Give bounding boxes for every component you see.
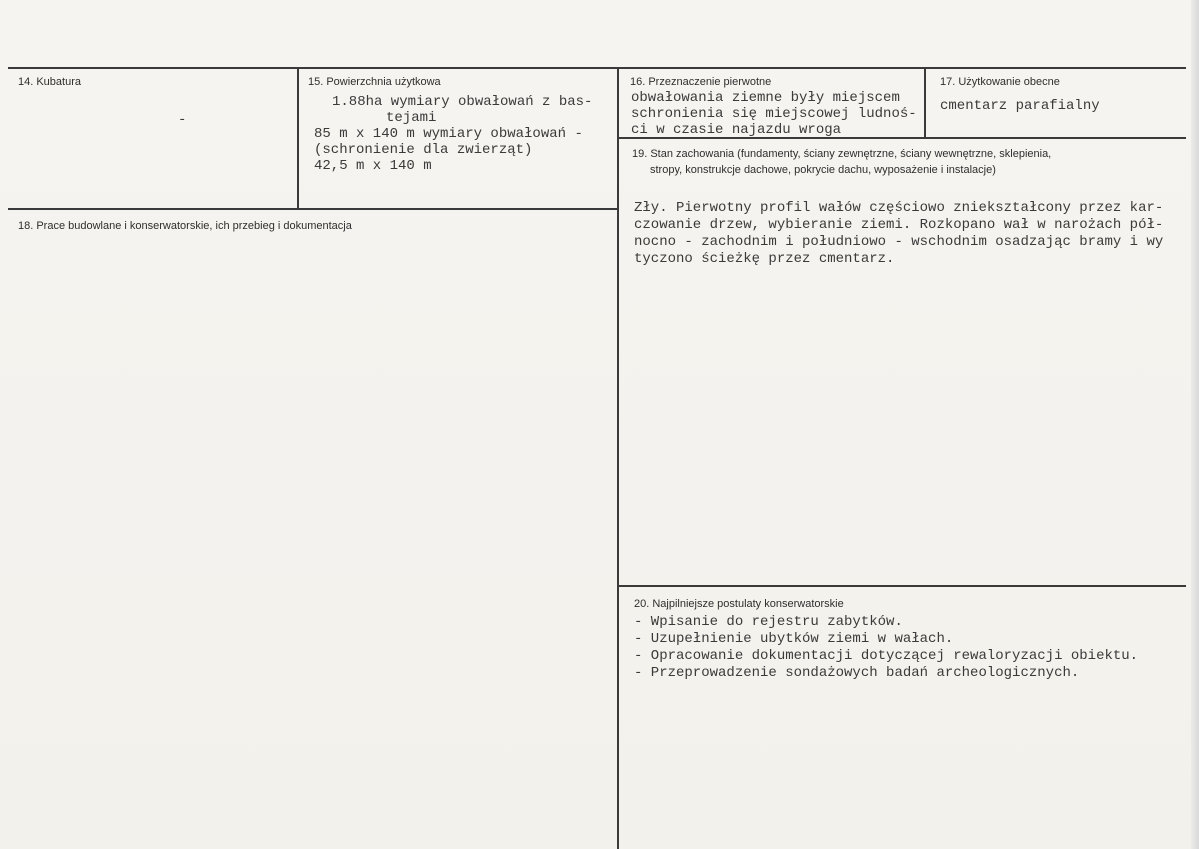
field-19-line: nocno - zachodnim i południowo - wschodnim osadzając bramy i wy [634,234,1164,250]
field-20-line: - Opracowanie dokumentacji dotyczącej rewaloryzacji obiektu. [634,648,1139,664]
field-15-line: 85 m x 140 m wymiary obwałowań - [314,126,583,142]
field-16-value [631,90,923,136]
field-20-line: - Przeprowadzenie sondażowych badań archeologicznych. [634,665,1080,681]
divider-under-16-17 [617,137,1186,139]
card-right-edge [1191,0,1199,849]
field-18-label: 18. Prace budowlane i konserwatorskie, ich przebieg i dokumentacja [18,220,352,232]
divider-col2 [617,67,619,849]
field-19-value [634,200,1163,268]
field-16-line: obwałowania ziemne były miejscem [631,90,900,106]
field-15-value [314,94,592,174]
field-15-line: 1.88ha wymiary obwałowań z bas- [332,94,593,110]
field-16-line: schronienia się miejscowej ludnoś- [631,106,917,122]
field-19-line: Zły. Pierwotny profil wałów częściowo zniekształcony przez kar- [634,200,1164,216]
divider-under-14-15 [8,208,619,210]
top-border [8,67,1186,69]
field-16-label: 16. Przeznaczenie pierwotne [630,76,772,88]
field-20-label: 20. Najpilniejsze postulaty konserwatorskie [634,598,844,610]
field-16-line: ci w czasie najazdu wroga [631,122,842,136]
field-15-label: 15. Powierzchnia użytkowa [308,76,441,88]
field-15-line: tejami [386,110,437,126]
field-17-value: cmentarz parafialny [940,98,1100,114]
field-15-line: 42,5 m x 140 m [314,158,432,174]
divider-above-20 [617,585,1186,587]
field-17-label: 17. Użytkowanie obecne [940,76,1060,88]
field-14-label: 14. Kubatura [18,76,81,88]
field-20-value [634,614,1138,682]
field-19-line: tyczono ścieżkę przez cmentarz. [634,251,895,267]
field-15-line: (schronienie dla zwierząt) [314,142,533,158]
field-19-line: czowanie drzew, wybieranie ziemi. Rozkopano wał w narożach pół- [634,217,1164,233]
divider-col3 [924,67,926,139]
field-19-label-line2: stropy, konstrukcje dachowe, pokrycie dachu, wyposażenie i instalacje) [650,164,996,176]
field-19-label-line1: 19. Stan zachowania (fundamenty, ściany zewnętrzne, ściany wewnętrzne, sklepienia, [632,148,1052,160]
field-20-line: - Uzupełnienie ubytków ziemi w wałach. [634,631,954,647]
field-20-line: - Wpisanie do rejestru zabytków. [634,614,903,630]
divider-col1 [297,67,299,210]
field-14-value: - [178,112,187,128]
